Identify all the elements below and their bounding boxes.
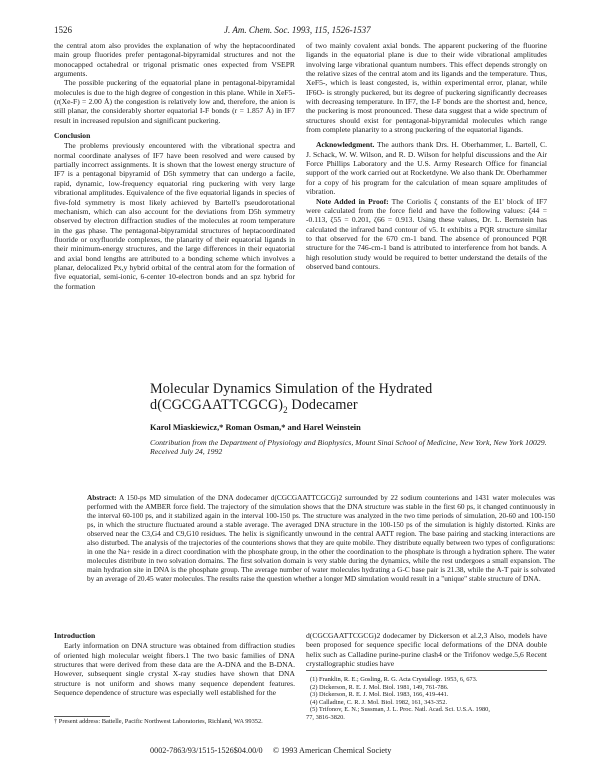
introduction-left-column <box>54 631 295 697</box>
title-formula: d(CGCGAATTCGCG) <box>150 397 284 413</box>
abstract-label: Abstract: <box>87 493 117 502</box>
note-paragraph <box>306 197 547 272</box>
previous-article-right-column <box>306 41 547 271</box>
abstract-text: A 150-ps MD simulation of the DNA dodecamer d(CGCGAATTCGCG)2 surrounded by 22 sodium counterions and 1431 water molecules was performed with the AMBER force field. The trajectory of the simulation shows that the DNA structure was stable in the first 60 ps, it changed continuously in the interval 60-100 ps, and it stabilized again in the interval 100-150 ps. The structure was analyzed in the two time periods of simulation, 20-60 and 100-150 ps, in which the structure fluctuated around a stable average. The averaged DNA structure in the 100-150 ps of the simulation is highly distorted. Kinks are observed near the C3,G4 and C9,G10 residues. The helix is significantly unwound in the central AATT region. The base pairing and stacking interactions are also disturbed. The analysis of the trajectories of the counterions shows that they are quite mobile. They distribute equally between two types of configurations: in one the Na+ reside in a direct coordination with the phosphate group, in the other the coordination to the phosphate is through a hydration sphere. The water molecules distribute in two solvation domains. The first solvation domain is very stable during the dynamics, while the rest undergoes a small expansion. The main hydration site in DNA is the phosphate group. The average number of water molecules hydrating a G-C base pair is 21.38, while the A-T pair is solvated by an average of 20.45 water molecules. The results raise the question whether a longer MD simulation would result in a "unique" stable structure of DNA. <box>87 493 556 583</box>
introduction-paragraph-continued: d(CGCGAATTCGCG)2 dodecamer by Dickerson et al.2,3 Also, models have been proposed for sequence specific local deformations of the DNA double helix such as Calladine purine-purine clash4 or the Trifonov wedge.5,6 Recent crystallographic studies have <box>306 631 547 669</box>
previous-article-left-column <box>54 41 295 291</box>
reference-item: (5) Trifonov, E. N.; Sussman, J. L. Proc. Natl. Acad. Sci. U.S.A. 1980, <box>310 706 490 714</box>
title-line-1: Molecular Dynamics Simulation of the Hydrated <box>150 381 433 397</box>
paragraph: of two mainly covalent axial bonds. The apparent puckering of the fluorine ligands in the equatorial plane is due to their wide vibrational amplitudes involving large vibrational quantum numbers. This effect depends strongly on the relative sizes of the central atom and its ligands and the temperature. Thus, XeF5-, which is least congested, is, within experimental error, planar, while IF6O- is strongly puckered, but its degree of puckering significantly decreases with decreasing temperature. In IF7, the I-F bonds are the shortest and, hence, the puckering is most pronounced. These data suggest that a wide spectrum of structures should exist for pentagonal-bipyramidal molecules which range from complete planarity to a strong puckering of the equatorial ligands. <box>306 41 547 135</box>
introduction-right-column <box>306 631 547 668</box>
copyright: © 1993 American Chemical Society <box>272 746 392 755</box>
references-divider <box>306 670 547 671</box>
acknowledgment-paragraph <box>306 140 547 196</box>
acknowledgment-label: Acknowledgment. <box>316 140 375 150</box>
reference-item: (2) Dickerson, R. E. J. Mol. Biol. 1981, 149, 761-786. <box>310 683 449 691</box>
running-header <box>54 25 548 39</box>
abstract <box>87 493 555 583</box>
reference-item: 77, 3816-3820. <box>306 713 345 721</box>
article-title <box>150 381 550 413</box>
reference-list <box>306 676 550 722</box>
reference-item: (4) Calladine, C. R. J. Mol. Biol. 1982, 161, 343-352. <box>310 698 448 706</box>
title-line-2 <box>150 397 550 413</box>
reference-item: (3) Dickerson, R. E. J. Mol. Biol. 1983, 166, 419-441. <box>310 691 449 699</box>
title-suffix: Dodecamer <box>287 397 358 413</box>
paragraph: The possible puckering of the equatorial plane in pentagonal-bipyramidal molecules is due to the high degree of congestion in this plane. While in XeF5- (r(Xe-F) = 2.00 Å) the congestion is relatively low and, therefore, the anion is still planar, the considerably shorter equatorial I-F bonds (r = 1.857 Å) in IF7 result in increased repulsion and significant puckering. <box>54 78 295 125</box>
section-heading-introduction: Introduction <box>54 631 96 640</box>
title-subscript: 2 <box>283 404 288 415</box>
article-code: 0002-7863/93/1515-1526$04.00/0 <box>150 746 263 755</box>
note-text: The Coriolis ζ constants of the E1' block of IF7 were calculated from the force field and have the following values: ζ44 = -0.113, ζ55 = 0.201, ζ66 = 0.913. Using these values, Dr. L. Bernstein has calculated the infrared band contour of ν5. It exhibits a PQR structure similar to that observed for the 670 cm-1 band. The absence of pronounced PQR structure for the 746-cm-1 band is attributed to interference from hot bands. A high resolution study would be required to better understand the details of the observed band contours. <box>306 196 547 271</box>
footnote-divider <box>54 716 110 717</box>
author-list: Karol Miaskiewicz,* Roman Osman,* and Harel Weinstein <box>150 423 361 432</box>
page-number: 1526 <box>54 25 72 35</box>
introduction-paragraph: Early information on DNA structure was obtained from diffraction studies of oriented high molecular weight fibers.1 The two basic families of DNA structures that were derived from these data are the A-DNA and the B-DNA. However, subsequent single crystal X-ray studies have shown that DNA structure is not uniform and shows many sequence dependent features. Sequence dependence of structure was especially well established for the <box>54 641 295 698</box>
section-heading-conclusion: Conclusion <box>54 131 91 141</box>
page-footer <box>150 746 470 755</box>
acknowledgment-text: The authors thank Drs. H. Oberhammer, L. Bartell, C. J. Schack, W. W. Wilson, and R. D. Wilson for helpful discussions and the Air Force Phillips Laboratory and the U.S. Army Research Office for financial support of the work carried out at Rocketdyne. We also thank Dr. Oberhammer for a copy of his program for the calculation of mean square amplitudes of vibration. <box>306 140 547 197</box>
conclusion-paragraph: The problems previously encountered with the vibrational spectra and normal coordinate analyses of IF7 have been resolved and were caused by partially incorrect assignments. It is shown that the lowest energy structure of IF7 is a pentagonal bipyramid of D5h symmetry that can undergo a facile, rapid, dynamic, low-frequency equatorial ring puckering with very large vibrational amplitudes. Equivalence of the five equatorial ligands in species of five-fold symmetry is most likely achieved by Bartell's pseudorotational mechanism, which can also account for the deviations from D5h symmetry observed by electron diffraction studies of the molecules at room temperature in the gas phase. The pentagonal-bipyramidal structures of heptacoordinated fluoride or oxyfluoride complexes, the planarity of their equatorial ligands in their minimum-energy structures, and the large differences in their equatorial and axial bond lengths are attributed to a bonding scheme which involves a planar, delocalized Px,y hybrid orbital of the central atom for the formation of five equatorial, semi-ionic, 6-center 10-electron bonds and an spz hybrid for the formation <box>54 141 295 291</box>
journal-reference: J. Am. Chem. Soc. 1993, 115, 1526-1537 <box>224 25 371 35</box>
affiliation: Contribution from the Department of Physiology and Biophysics, Mount Sinai School of Medicine, New York, New York 10029. Received July 24, 1992 <box>150 438 547 457</box>
reference-item: (1) Franklin, R. E.; Gosling, R. G. Acta Crystallogr. 1953, 6, 673. <box>310 676 478 683</box>
note-label: Note Added in Proof: <box>316 196 389 206</box>
paragraph: the central atom also provides the explanation of why the heptacoordinated main group fluorides prefer pentagonal-bipyramidal structures and not the monocapped octahedral or trigonal prismatic ones expected from VSEPR arguments. <box>54 41 295 79</box>
footnote: † Present address: Battelle, Pacific Northwest Laboratories, Richland, WA 99352. <box>54 718 263 725</box>
